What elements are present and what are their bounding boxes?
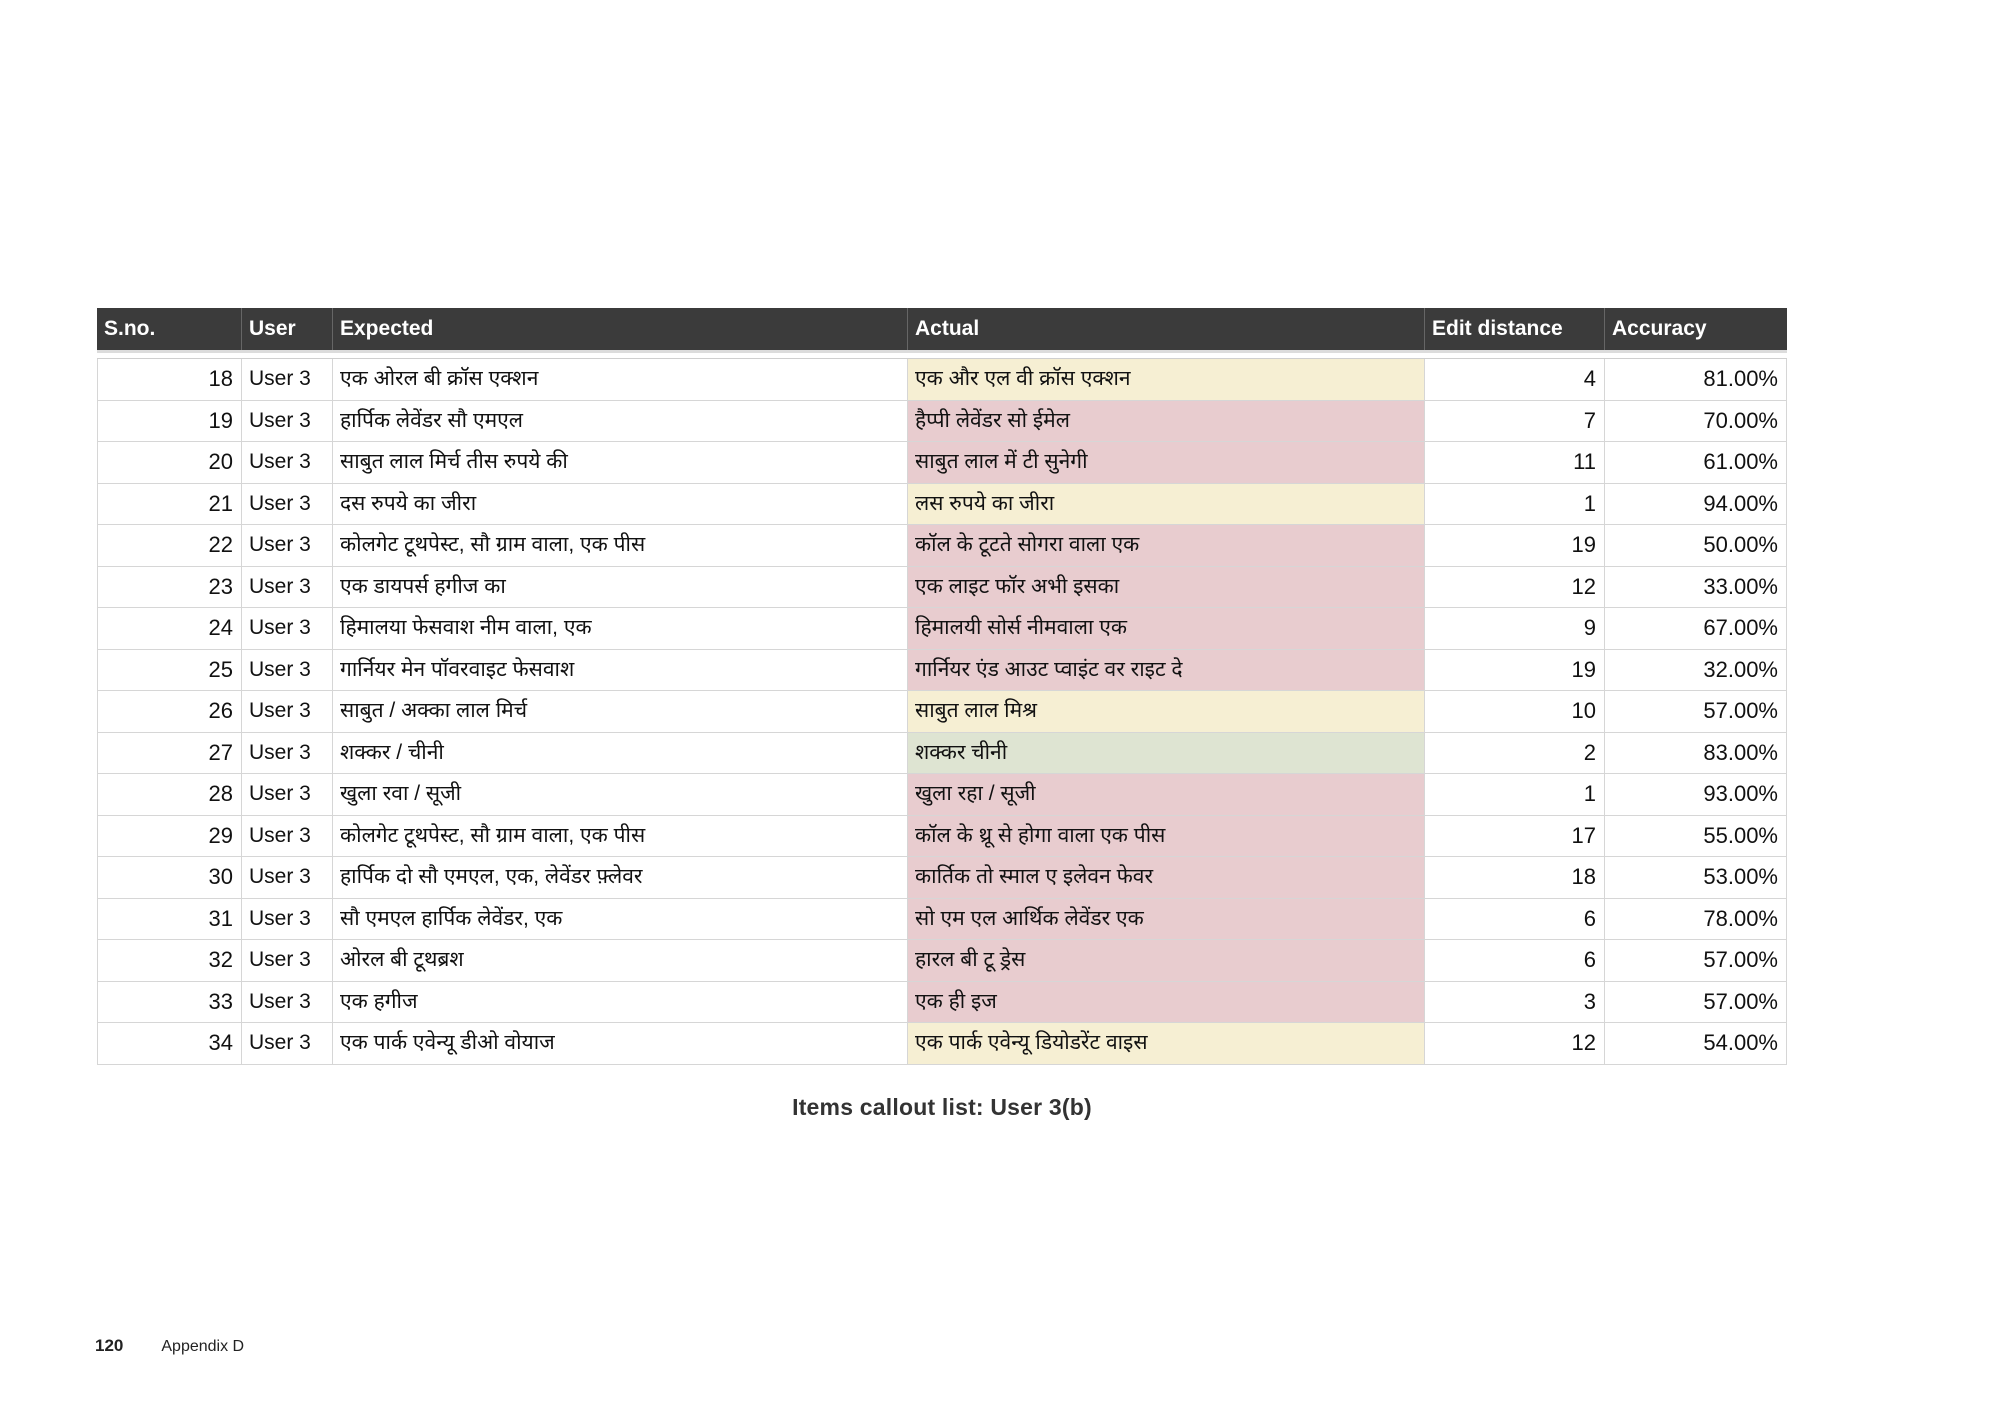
user-cell: User 3: [242, 484, 333, 526]
table-row: [97, 774, 1787, 816]
user-cell: User 3: [242, 525, 333, 567]
user-cell: User 3: [242, 608, 333, 650]
edit-distance-cell: 12: [1425, 567, 1605, 609]
sno-cell: 29: [97, 816, 242, 858]
sno-cell: 22: [97, 525, 242, 567]
user-cell: User 3: [242, 816, 333, 858]
sno-cell: 23: [97, 567, 242, 609]
edit-distance-cell: 17: [1425, 816, 1605, 858]
table-row: [97, 525, 1787, 567]
edit-distance-cell: 1: [1425, 484, 1605, 526]
user-cell: User 3: [242, 774, 333, 816]
table-row: [97, 733, 1787, 775]
user-cell: User 3: [242, 857, 333, 899]
edit-distance-cell: 2: [1425, 733, 1605, 775]
table-row: [97, 567, 1787, 609]
sno-cell: 33: [97, 982, 242, 1024]
page-number: 120: [95, 1336, 124, 1355]
accuracy-cell: 61.00%: [1605, 442, 1787, 484]
user-cell: User 3: [242, 1023, 333, 1065]
expected-cell: कोलगेट टूथपेस्ट, सौ ग्राम वाला, एक पीस: [333, 525, 908, 567]
expected-cell: शक्कर / चीनी: [333, 733, 908, 775]
sno-cell: 28: [97, 774, 242, 816]
accuracy-cell: 55.00%: [1605, 816, 1787, 858]
edit-distance-cell: 18: [1425, 857, 1605, 899]
table-row: [97, 608, 1787, 650]
sno-cell: 25: [97, 650, 242, 692]
expected-cell: एक हगीज: [333, 982, 908, 1024]
user-cell: User 3: [242, 650, 333, 692]
sno-cell: 26: [97, 691, 242, 733]
table-row: [97, 442, 1787, 484]
expected-cell: हिमालया फेसवाश नीम वाला, एक: [333, 608, 908, 650]
expected-cell: एक पार्क एवेन्यू डीओ वोयाज: [333, 1023, 908, 1065]
edit-distance-cell: 6: [1425, 899, 1605, 941]
table-row: [97, 484, 1787, 526]
header-expected: Expected: [333, 308, 908, 350]
actual-cell: एक पार्क एवेन्यू डियोडरेंट वाइस: [908, 1023, 1425, 1065]
table-row: [97, 401, 1787, 443]
accuracy-cell: 33.00%: [1605, 567, 1787, 609]
edit-distance-cell: 19: [1425, 650, 1605, 692]
actual-cell: कार्तिक तो स्माल ए इलेवन फेवर: [908, 857, 1425, 899]
table-row: [97, 816, 1787, 858]
header-edit-distance: Edit distance: [1425, 308, 1605, 350]
expected-cell: एक डायपर्स हगीज का: [333, 567, 908, 609]
accuracy-cell: 70.00%: [1605, 401, 1787, 443]
expected-cell: खुला रवा / सूजी: [333, 774, 908, 816]
accuracy-cell: 94.00%: [1605, 484, 1787, 526]
user-cell: User 3: [242, 940, 333, 982]
sno-cell: 32: [97, 940, 242, 982]
accuracy-cell: 57.00%: [1605, 982, 1787, 1024]
edit-distance-cell: 10: [1425, 691, 1605, 733]
sno-cell: 31: [97, 899, 242, 941]
sno-cell: 19: [97, 401, 242, 443]
accuracy-cell: 93.00%: [1605, 774, 1787, 816]
user-cell: User 3: [242, 567, 333, 609]
actual-cell: कॉल के टूटते सोगरा वाला एक: [908, 525, 1425, 567]
accuracy-cell: 81.00%: [1605, 359, 1787, 401]
results-table: [97, 308, 1787, 1065]
table-row: [97, 899, 1787, 941]
expected-cell: कोलगेट टूथपेस्ट, सौ ग्राम वाला, एक पीस: [333, 816, 908, 858]
user-cell: User 3: [242, 899, 333, 941]
edit-distance-cell: 3: [1425, 982, 1605, 1024]
header-sno: S.no.: [97, 308, 242, 350]
edit-distance-cell: 6: [1425, 940, 1605, 982]
user-cell: User 3: [242, 442, 333, 484]
expected-cell: साबुत / अक्का लाल मिर्च: [333, 691, 908, 733]
accuracy-cell: 53.00%: [1605, 857, 1787, 899]
accuracy-cell: 57.00%: [1605, 691, 1787, 733]
expected-cell: हार्पिक लेवेंडर सौ एमएल: [333, 401, 908, 443]
edit-distance-cell: 19: [1425, 525, 1605, 567]
actual-cell: हिमालयी सोर्स नीमवाला एक: [908, 608, 1425, 650]
edit-distance-cell: 9: [1425, 608, 1605, 650]
header-actual: Actual: [908, 308, 1425, 350]
accuracy-cell: 54.00%: [1605, 1023, 1787, 1065]
accuracy-cell: 57.00%: [1605, 940, 1787, 982]
expected-cell: दस रुपये का जीरा: [333, 484, 908, 526]
actual-cell: एक ही इज: [908, 982, 1425, 1024]
header-user: User: [242, 308, 333, 350]
accuracy-cell: 50.00%: [1605, 525, 1787, 567]
accuracy-cell: 67.00%: [1605, 608, 1787, 650]
table-row: [97, 857, 1787, 899]
table-row: [97, 359, 1787, 401]
sno-cell: 34: [97, 1023, 242, 1065]
expected-cell: हार्पिक दो सौ एमएल, एक, लेवेंडर फ़्लेवर: [333, 857, 908, 899]
user-cell: User 3: [242, 982, 333, 1024]
sno-cell: 18: [97, 359, 242, 401]
actual-cell: एक लाइट फॉर अभी इसका: [908, 567, 1425, 609]
user-cell: User 3: [242, 691, 333, 733]
sno-cell: 27: [97, 733, 242, 775]
actual-cell: हैप्पी लेवेंडर सो ईमेल: [908, 401, 1425, 443]
edit-distance-cell: 4: [1425, 359, 1605, 401]
actual-cell: साबुत लाल मिश्र: [908, 691, 1425, 733]
table-row: [97, 940, 1787, 982]
actual-cell: सो एम एल आर्थिक लेवेंडर एक: [908, 899, 1425, 941]
sno-cell: 21: [97, 484, 242, 526]
actual-cell: शक्कर चीनी: [908, 733, 1425, 775]
actual-cell: हारल बी टू ड्रेस: [908, 940, 1425, 982]
sno-cell: 24: [97, 608, 242, 650]
expected-cell: गार्नियर मेन पॉवरवाइट फेसवाश: [333, 650, 908, 692]
actual-cell: खुला रहा / सूजी: [908, 774, 1425, 816]
table-row: [97, 650, 1787, 692]
footer-section: Appendix D: [161, 1338, 245, 1355]
actual-cell: एक और एल वी क्रॉस एक्शन: [908, 359, 1425, 401]
actual-cell: गार्नियर एंड आउट प्वाइंट वर राइट दे: [908, 650, 1425, 692]
expected-cell: ओरल बी टूथब्रश: [333, 940, 908, 982]
expected-cell: सौ एमएल हार्पिक लेवेंडर, एक: [333, 899, 908, 941]
accuracy-cell: 32.00%: [1605, 650, 1787, 692]
table-body: [97, 358, 1787, 1065]
expected-cell: एक ओरल बी क्रॉस एक्शन: [333, 359, 908, 401]
accuracy-cell: 83.00%: [1605, 733, 1787, 775]
user-cell: User 3: [242, 401, 333, 443]
expected-cell: साबुत लाल मिर्च तीस रुपये की: [333, 442, 908, 484]
actual-cell: लस रुपये का जीरा: [908, 484, 1425, 526]
table-row: [97, 1023, 1787, 1065]
edit-distance-cell: 12: [1425, 1023, 1605, 1065]
table-row: [97, 691, 1787, 733]
edit-distance-cell: 11: [1425, 442, 1605, 484]
sno-cell: 30: [97, 857, 242, 899]
actual-cell: कॉल के थ्रू से होगा वाला एक पीस: [908, 816, 1425, 858]
edit-distance-cell: 1: [1425, 774, 1605, 816]
table-row: [97, 982, 1787, 1024]
sno-cell: 20: [97, 442, 242, 484]
page-footer: [95, 1336, 244, 1356]
user-cell: User 3: [242, 359, 333, 401]
table-header-row: [97, 308, 1787, 350]
edit-distance-cell: 7: [1425, 401, 1605, 443]
user-cell: User 3: [242, 733, 333, 775]
header-accuracy: Accuracy: [1612, 317, 1707, 340]
table-caption: Items callout list: User 3(b): [792, 1094, 1092, 1120]
actual-cell: साबुत लाल में टी सुनेगी: [908, 442, 1425, 484]
accuracy-cell: 78.00%: [1605, 899, 1787, 941]
